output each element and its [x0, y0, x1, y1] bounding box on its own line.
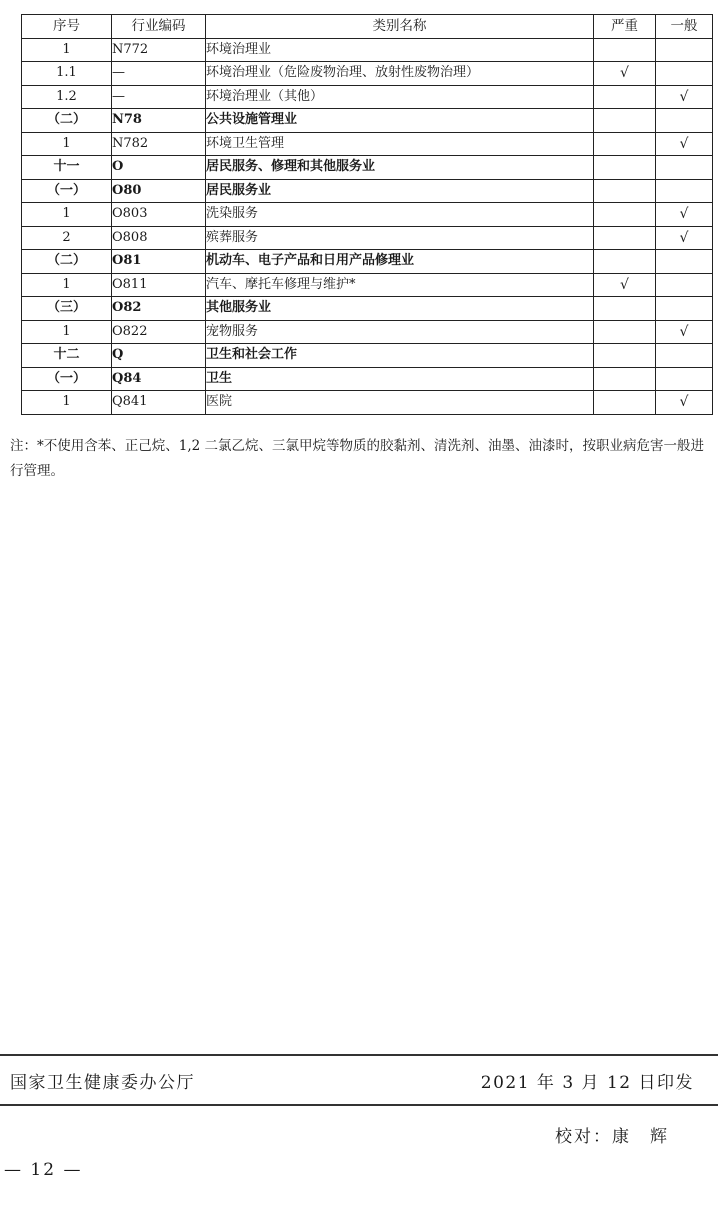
proofreader: 校对：康 辉: [555, 1127, 669, 1147]
industry-classification-table: [21, 14, 713, 415]
table-row: [22, 62, 713, 86]
cell-severe-mark: [594, 367, 656, 391]
cell-general-mark: [656, 367, 713, 391]
cell-industry-code: O803: [112, 203, 206, 227]
cell-general-mark: √: [656, 132, 713, 156]
cell-general-mark: [656, 273, 713, 297]
table-row: [22, 250, 713, 274]
footnote: 注：*不使用含苯、正己烷、1,2 二氯乙烷、三氯甲烷等物质的胶黏剂、清洗剂、油墨、油漆时，按职业病危害一般进行管理。: [10, 438, 705, 479]
cell-industry-code: O808: [112, 226, 206, 250]
cell-serial-no: （一）: [22, 367, 112, 391]
issue-date: 2021 年 3 月 12 日印发: [480, 1073, 694, 1093]
cell-industry-code: —: [112, 62, 206, 86]
table-body: [22, 38, 713, 414]
header-industry-code: 行业编码: [112, 15, 206, 39]
cell-severe-mark: [594, 109, 656, 133]
footer-top-rule: [0, 1054, 718, 1056]
cell-serial-no: （一）: [22, 179, 112, 203]
cell-category-name: 卫生和社会工作: [206, 344, 594, 368]
table-row: [22, 132, 713, 156]
cell-serial-no: 1: [22, 273, 112, 297]
table-row: [22, 179, 713, 203]
cell-industry-code: O80: [112, 179, 206, 203]
cell-category-name: 公共设施管理业: [206, 109, 594, 133]
table-row: [22, 391, 713, 415]
table-row: [22, 203, 713, 227]
cell-severe-mark: [594, 38, 656, 62]
table-row: [22, 344, 713, 368]
cell-category-name: 殡葬服务: [206, 226, 594, 250]
cell-industry-code: N78: [112, 109, 206, 133]
cell-industry-code: O822: [112, 320, 206, 344]
cell-serial-no: 2: [22, 226, 112, 250]
cell-general-mark: [656, 250, 713, 274]
table-row: [22, 297, 713, 321]
cell-severe-mark: [594, 203, 656, 227]
cell-category-name: 环境卫生管理: [206, 132, 594, 156]
cell-industry-code: O811: [112, 273, 206, 297]
cell-serial-no: （三）: [22, 297, 112, 321]
cell-severe-mark: [594, 179, 656, 203]
footer-bottom-rule: [0, 1104, 718, 1106]
table-row: [22, 226, 713, 250]
cell-general-mark: [656, 297, 713, 321]
cell-industry-code: O82: [112, 297, 206, 321]
cell-category-name: 居民服务业: [206, 179, 594, 203]
cell-industry-code: O81: [112, 250, 206, 274]
cell-general-mark: √: [656, 203, 713, 227]
cell-general-mark: [656, 109, 713, 133]
cell-category-name: 医院: [206, 391, 594, 415]
cell-serial-no: 1.1: [22, 62, 112, 86]
cell-category-name: 环境治理业（其他）: [206, 85, 594, 109]
cell-serial-no: 1: [22, 132, 112, 156]
header-serial-no: 序号: [22, 15, 112, 39]
cell-category-name: 环境治理业: [206, 38, 594, 62]
cell-severe-mark: √: [594, 273, 656, 297]
table-header-row: [22, 15, 713, 39]
cell-severe-mark: √: [594, 62, 656, 86]
cell-category-name: 洗染服务: [206, 203, 594, 227]
cell-severe-mark: [594, 226, 656, 250]
table-row: [22, 156, 713, 180]
cell-general-mark: [656, 62, 713, 86]
cell-general-mark: √: [656, 226, 713, 250]
cell-serial-no: （二）: [22, 109, 112, 133]
table-row: [22, 38, 713, 62]
cell-severe-mark: [594, 297, 656, 321]
cell-category-name: 环境治理业（危险废物治理、放射性废物治理）: [206, 62, 594, 86]
cell-general-mark: [656, 179, 713, 203]
cell-industry-code: N782: [112, 132, 206, 156]
cell-general-mark: [656, 156, 713, 180]
cell-severe-mark: [594, 320, 656, 344]
cell-severe-mark: [594, 344, 656, 368]
cell-general-mark: [656, 344, 713, 368]
cell-industry-code: O: [112, 156, 206, 180]
cell-industry-code: N772: [112, 38, 206, 62]
cell-industry-code: Q841: [112, 391, 206, 415]
issuing-office: 国家卫生健康委办公厅: [10, 1073, 195, 1093]
cell-category-name: 宠物服务: [206, 320, 594, 344]
header-category-name: 类别名称: [206, 15, 594, 39]
table-row: [22, 273, 713, 297]
table-row: [22, 109, 713, 133]
cell-category-name: 卫生: [206, 367, 594, 391]
cell-general-mark: √: [656, 391, 713, 415]
cell-severe-mark: [594, 156, 656, 180]
cell-severe-mark: [594, 391, 656, 415]
cell-serial-no: 1: [22, 38, 112, 62]
cell-serial-no: 1: [22, 320, 112, 344]
cell-category-name: 汽车、摩托车修理与维护*: [206, 273, 594, 297]
cell-industry-code: Q: [112, 344, 206, 368]
cell-serial-no: （二）: [22, 250, 112, 274]
cell-serial-no: 十一: [22, 156, 112, 180]
cell-serial-no: 十二: [22, 344, 112, 368]
cell-serial-no: 1: [22, 203, 112, 227]
cell-category-name: 其他服务业: [206, 297, 594, 321]
table-row: [22, 367, 713, 391]
cell-general-mark: √: [656, 320, 713, 344]
header-severe: 严重: [594, 15, 656, 39]
cell-category-name: 居民服务、修理和其他服务业: [206, 156, 594, 180]
table-row: [22, 320, 713, 344]
table-row: [22, 85, 713, 109]
cell-severe-mark: [594, 85, 656, 109]
cell-severe-mark: [594, 132, 656, 156]
cell-category-name: 机动车、电子产品和日用产品修理业: [206, 250, 594, 274]
cell-general-mark: [656, 38, 713, 62]
header-general: 一般: [656, 15, 713, 39]
cell-industry-code: Q84: [112, 367, 206, 391]
cell-serial-no: 1: [22, 391, 112, 415]
cell-serial-no: 1.2: [22, 85, 112, 109]
cell-severe-mark: [594, 250, 656, 274]
cell-general-mark: √: [656, 85, 713, 109]
page-number: — 12 —: [4, 1160, 83, 1180]
cell-industry-code: —: [112, 85, 206, 109]
